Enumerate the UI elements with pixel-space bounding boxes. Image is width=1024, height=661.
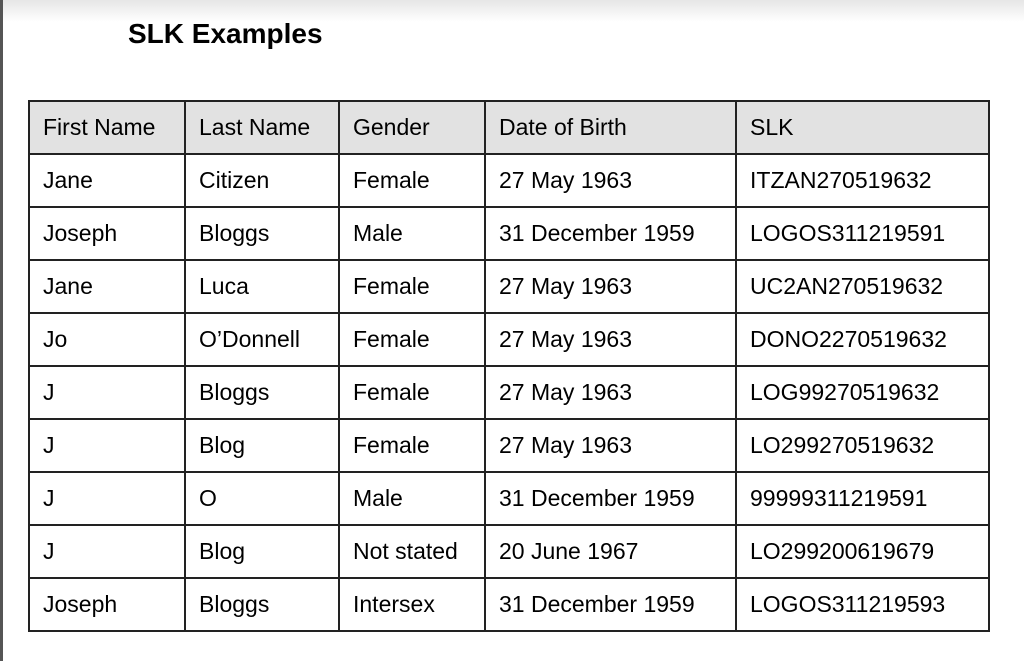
- column-header-slk: SLK: [736, 101, 989, 154]
- cell-first-name: Joseph: [29, 207, 185, 260]
- cell-first-name: J: [29, 419, 185, 472]
- column-header-last-name: Last Name: [185, 101, 339, 154]
- cell-gender: Intersex: [339, 578, 485, 631]
- cell-first-name: Joseph: [29, 578, 185, 631]
- table-row: [29, 207, 989, 260]
- cell-last-name: O’Donnell: [185, 313, 339, 366]
- table-row: [29, 419, 989, 472]
- cell-date-of-birth: 31 December 1959: [485, 207, 736, 260]
- slk-table: [28, 100, 990, 632]
- cell-last-name: Blog: [185, 419, 339, 472]
- cell-slk: LOGOS311219591: [736, 207, 989, 260]
- cell-date-of-birth: 31 December 1959: [485, 578, 736, 631]
- cell-last-name: Luca: [185, 260, 339, 313]
- cell-last-name: Blog: [185, 525, 339, 578]
- cell-date-of-birth: 31 December 1959: [485, 472, 736, 525]
- cell-date-of-birth: 27 May 1963: [485, 154, 736, 207]
- page-title: SLK Examples: [128, 18, 323, 49]
- cell-gender: Female: [339, 154, 485, 207]
- column-header-first-name: First Name: [29, 101, 185, 154]
- cell-slk: LO299270519632: [736, 419, 989, 472]
- cell-gender: Female: [339, 313, 485, 366]
- cell-slk: ITZAN270519632: [736, 154, 989, 207]
- cell-last-name: Citizen: [185, 154, 339, 207]
- table-row: [29, 472, 989, 525]
- cell-first-name: Jo: [29, 313, 185, 366]
- cell-slk: 99999311219591: [736, 472, 989, 525]
- cell-date-of-birth: 27 May 1963: [485, 313, 736, 366]
- table-row: [29, 313, 989, 366]
- cell-date-of-birth: 27 May 1963: [485, 419, 736, 472]
- cell-gender: Male: [339, 472, 485, 525]
- cell-gender: Female: [339, 366, 485, 419]
- cell-first-name: J: [29, 525, 185, 578]
- column-header-gender: Gender: [339, 101, 485, 154]
- cell-last-name: Bloggs: [185, 207, 339, 260]
- cell-last-name: Bloggs: [185, 366, 339, 419]
- cell-slk: LOGOS311219593: [736, 578, 989, 631]
- cell-slk: UC2AN270519632: [736, 260, 989, 313]
- cell-slk: DONO2270519632: [736, 313, 989, 366]
- cell-date-of-birth: 27 May 1963: [485, 366, 736, 419]
- cell-date-of-birth: 20 June 1967: [485, 525, 736, 578]
- cell-last-name: O: [185, 472, 339, 525]
- table-row: [29, 525, 989, 578]
- table-row: [29, 260, 989, 313]
- cell-slk: LO299200619679: [736, 525, 989, 578]
- cell-date-of-birth: 27 May 1963: [485, 260, 736, 313]
- cell-gender: Male: [339, 207, 485, 260]
- cell-first-name: J: [29, 366, 185, 419]
- cell-last-name: Bloggs: [185, 578, 339, 631]
- table-row: [29, 154, 989, 207]
- table-row: [29, 366, 989, 419]
- cell-gender: Female: [339, 260, 485, 313]
- cell-first-name: Jane: [29, 154, 185, 207]
- column-header-date-of-birth: Date of Birth: [485, 101, 736, 154]
- table-row: [29, 578, 989, 631]
- cell-first-name: Jane: [29, 260, 185, 313]
- cell-slk: LOG99270519632: [736, 366, 989, 419]
- cell-gender: Female: [339, 419, 485, 472]
- cell-first-name: J: [29, 472, 185, 525]
- header-row: [29, 101, 989, 154]
- cell-gender: Not stated: [339, 525, 485, 578]
- left-edge: [0, 0, 3, 661]
